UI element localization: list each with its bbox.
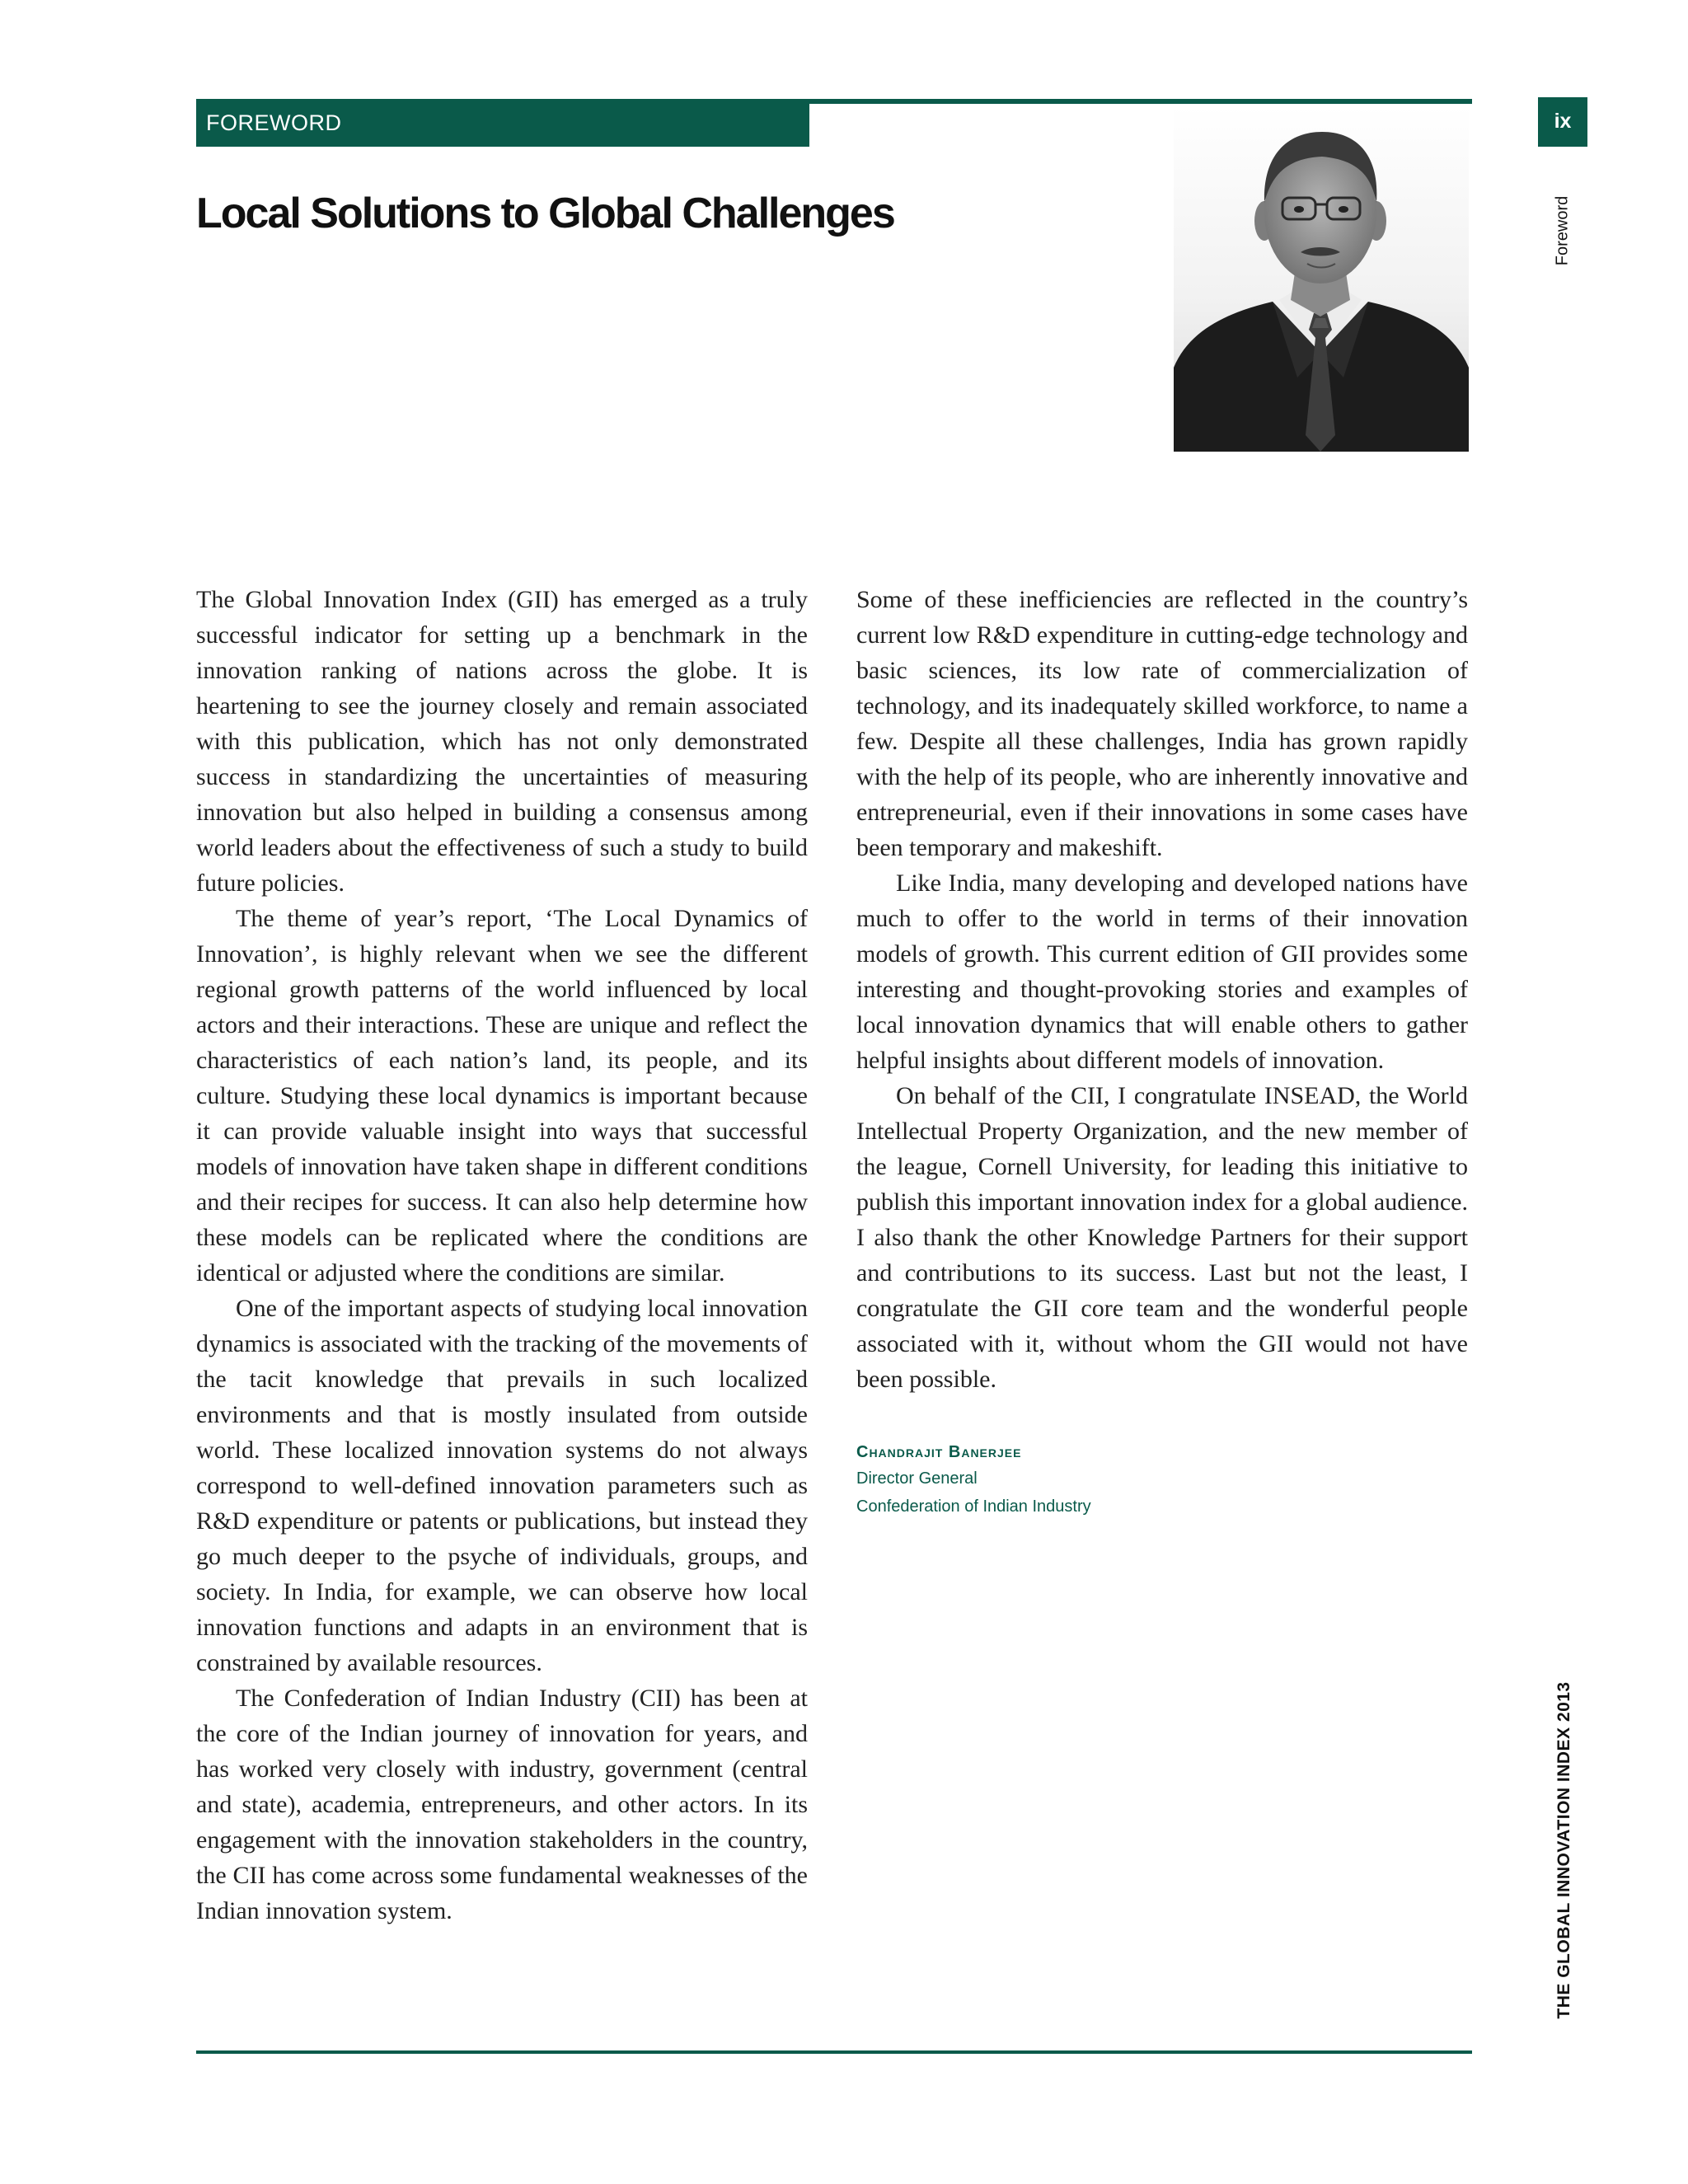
signatory-organization: Confederation of Indian Industry: [856, 1497, 1091, 1516]
body-paragraph: The Confederation of Indian Industry (CII) has been at the core of the Indian journey of innovation for years, and has worked very closely with industry, government (central and state), academia, entrepreneurs, and other actors. In its engagement with the innovation stakeholders in the country, the CII has come across some fundamental weaknesses of the Indian innovation system.: [196, 1685, 808, 1924]
article-title: Local Solutions to Global Challenges: [196, 190, 894, 237]
body-paragraph: On behalf of the CII, I congratulate INSEAD, the World Intellectual Property Organization, and the new member of the league, Cornell University, for leading this initiative to publish this important innovation index for a global audience. I also thank the other Knowledge Partners for their support and contributions to its success. Last but not the least, I congratulate the GII core team and the wonderful people associated with it, without whom the GII would not have been possible.: [856, 1082, 1468, 1393]
body-paragraph: Some of these inefficiencies are reflected in the country’s current low R&D expenditure in cutting-edge technology and basic sciences, its low rate of commercialization of technology, and its inadequately skilled workforce, to name a few. Despite all these challenges, India has grown rapidly with the help of its people, who are inherently innovative and entrepreneurial, even if their innovations in some cases have been temporary and makeshift.: [856, 586, 1468, 861]
bottom-rule: [196, 2050, 1472, 2054]
signature-block: [856, 1440, 1468, 1521]
body-paragraph: The Global Innovation Index (GII) has emerged as a truly successful indicator for setting up a benchmark in the innovation ranking of nations across the globe. It is heartening to see the journey closely and remain associated with this publication, which has not only demonstrated success in standardizing the uncertainties of measuring innovation but also helped in building a consensus among world leaders about the effectiveness of such a study to build future policies.: [196, 586, 808, 897]
top-rule: [809, 99, 1472, 104]
publication-title: THE GLOBAL INNOVATION INDEX 2013: [1554, 1681, 1573, 2019]
author-portrait: [1174, 105, 1469, 452]
left-column: [196, 582, 808, 1929]
section-header-bar: FOREWORD: [196, 99, 809, 147]
body-paragraph: Like India, many developing and developed nations have much to offer to the world in terms of their innovation models of growth. This current edition of GII provides some interesting and thought-provoking stories and examples of local innovation dynamics that will enable others to gather helpful insights about different models of innovation.: [856, 869, 1468, 1074]
signatory-name: Chandrajit Banerjee: [856, 1443, 1022, 1461]
signatory-title: Director General: [856, 1469, 978, 1488]
body-paragraph: The theme of year’s report, ‘The Local Dynamics of Innovation’, is highly relevant when we see the different regional growth patterns of the world influenced by local actors and their interactions. These are unique and reflect the characteristics of each nation’s land, its people, and its culture. Studying these local dynamics is important because it can provide valuable insight into ways that successful models of innovation have taken shape in different conditions and their recipes for success. It can also help determine how these models can be replicated where the conditions are identical or adjusted where the conditions are similar.: [196, 905, 808, 1286]
body-paragraph: One of the important aspects of studying local innovation dynamics is associated with the tracking of the movements of the tacit knowledge that prevails in such localized environments and that is mostly insulated from outside world. These localized innovation systems do not always correspond to well-defined innovation parameters such as R&D expenditure or patents or publications, but instead they go much deeper to the psyche of individuals, groups, and society. In India, for example, we can observe how local innovation functions and adapts in an environment that is constrained by available resources.: [196, 1295, 808, 1676]
page-number: ix: [1538, 97, 1587, 147]
right-column: [856, 582, 1468, 1521]
side-section-label: Foreword: [1553, 195, 1572, 266]
